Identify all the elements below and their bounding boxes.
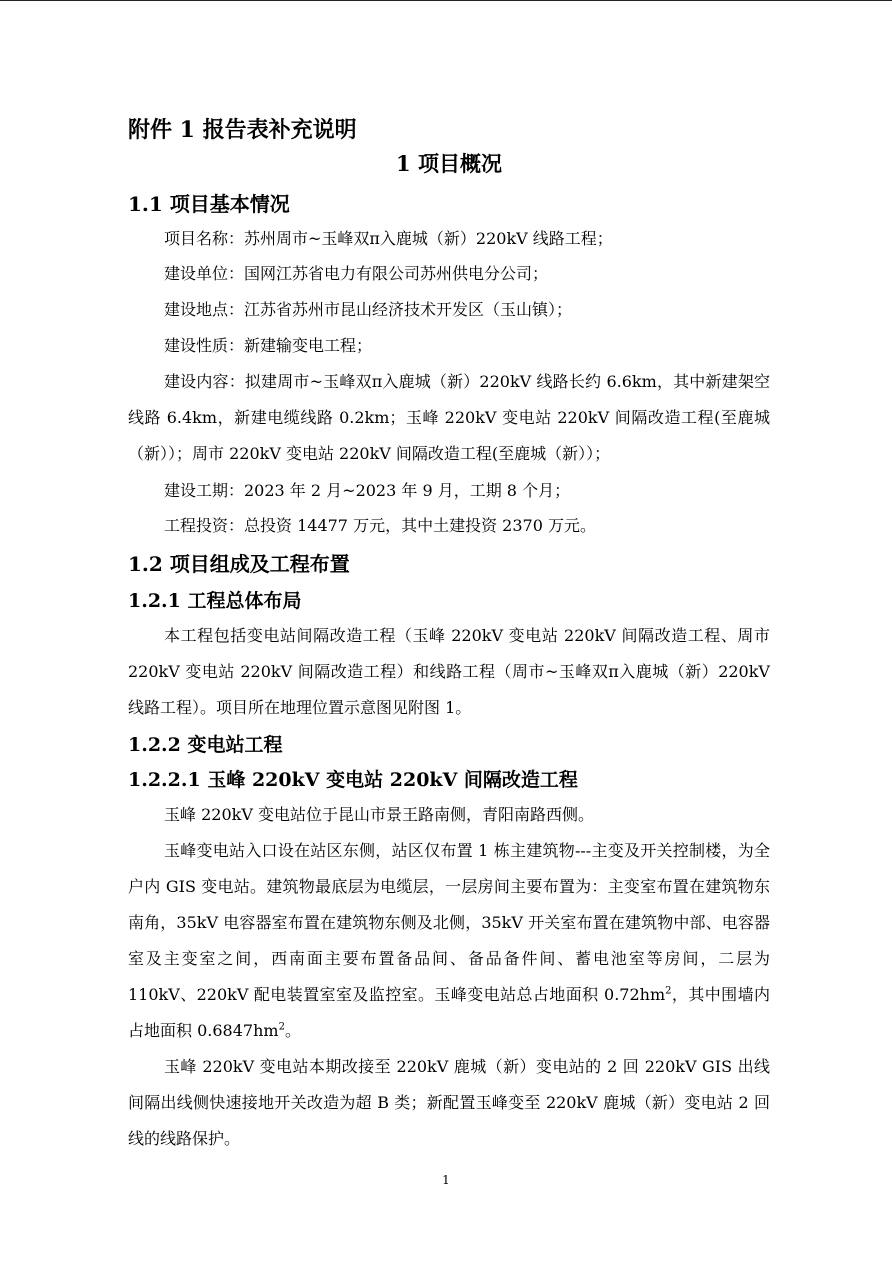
building-text-b: ，其中围墙内占地面积 0.6847hm bbox=[128, 985, 770, 1040]
construction-nature-line: 建设性质：新建输变电工程； bbox=[164, 336, 373, 355]
section-heading-1-2-2-1: 1.2.2.1 玉峰 220kV 变电站 220kV 间隔改造工程 bbox=[128, 769, 578, 791]
construction-location-line: 建设地点：江苏省苏州市昆山经济技术开发区（玉山镇）； bbox=[164, 300, 573, 319]
section-heading-1-2-2: 1.2.2 变电站工程 bbox=[128, 734, 283, 756]
substation-location-paragraph: 玉峰 220kV 变电站位于昆山市景王路南侧，青阳南路西侧。 bbox=[164, 805, 594, 824]
building-text-c: 。 bbox=[284, 1021, 301, 1040]
section-heading-1-2-1: 1.2.1 工程总体布局 bbox=[128, 590, 302, 612]
overall-layout-paragraph: 本工程包括变电站间隔改造工程（玉峰 220kV 变电站 220kV 间隔改造工程、周市 220kV 变电站 220kV 间隔改造工程）和线路工程（周市~玉峰双π入鹿城（新）220kV 线路工程）。项目所在地理位置示意图见附图 1。 bbox=[128, 626, 770, 717]
unit-superscript-a: 2 bbox=[665, 985, 672, 997]
chapter-title: 1 项目概况 bbox=[396, 151, 502, 176]
investment-line: 工程投资：总投资 14477 万元，其中土建投资 2370 万元。 bbox=[164, 516, 596, 535]
page-number: 1 bbox=[442, 1173, 450, 1187]
annex-title: 附件 1 报告表补充说明 bbox=[128, 117, 357, 143]
project-name-line: 项目名称：苏州周市~玉峰双π入鹿城（新）220kV 线路工程； bbox=[164, 229, 613, 248]
section-heading-1-2: 1.2 项目组成及工程布置 bbox=[128, 552, 350, 576]
substation-reconfig-paragraph: 玉峰 220kV 变电站本期改接至 220kV 鹿城（新）变电站的 2 回 220kV GIS 出线间隔出线侧快速接地开关改造为超 B 类；新配置玉峰变至 220kV 鹿城（新）变电站 2 回线的线路保护。 bbox=[128, 1057, 770, 1148]
building-text-a: 玉峰变电站入口设在站区东侧，站区仅布置 1 栋主建筑物---主变及开关控制楼，为全户内 GIS 变电站。建筑物最底层为电缆层，一层房间主要布置为：主变室布置在建筑物东南角，35kV 电容器室布置在建筑物东侧及北侧，35kV 开关室布置在建筑物中部、电容器室及主变室之间，西南面主要布置备品间、备品备件间、蓄电池室等房间，二层为 110kV、220kV 配电装置室室及监控室。玉峰变电站总占地面积 0.72hm bbox=[128, 841, 770, 1004]
construction-unit-line: 建设单位：国网江苏省电力有限公司苏州供电分公司； bbox=[164, 264, 549, 283]
construction-period-line: 建设工期：2023 年 2 月~2023 年 9 月，工期 8 个月； bbox=[164, 481, 571, 500]
page-top-border bbox=[0, 0, 892, 1]
unit-superscript-b: 2 bbox=[278, 1021, 285, 1033]
substation-building-paragraph bbox=[128, 833, 770, 1049]
construction-content-paragraph: 建设内容：拟建周市~玉峰双π入鹿城（新）220kV 线路长约 6.6km，其中新建架空线路 6.4km，新建电缆线路 0.2km；玉峰 220kV 变电站 220kV 间隔改造工程(至鹿城（新））；周市 220kV 变电站 220kV 间隔改造工程(至鹿城（新））； bbox=[128, 372, 770, 463]
section-heading-1-1: 1.1 项目基本情况 bbox=[128, 192, 290, 216]
